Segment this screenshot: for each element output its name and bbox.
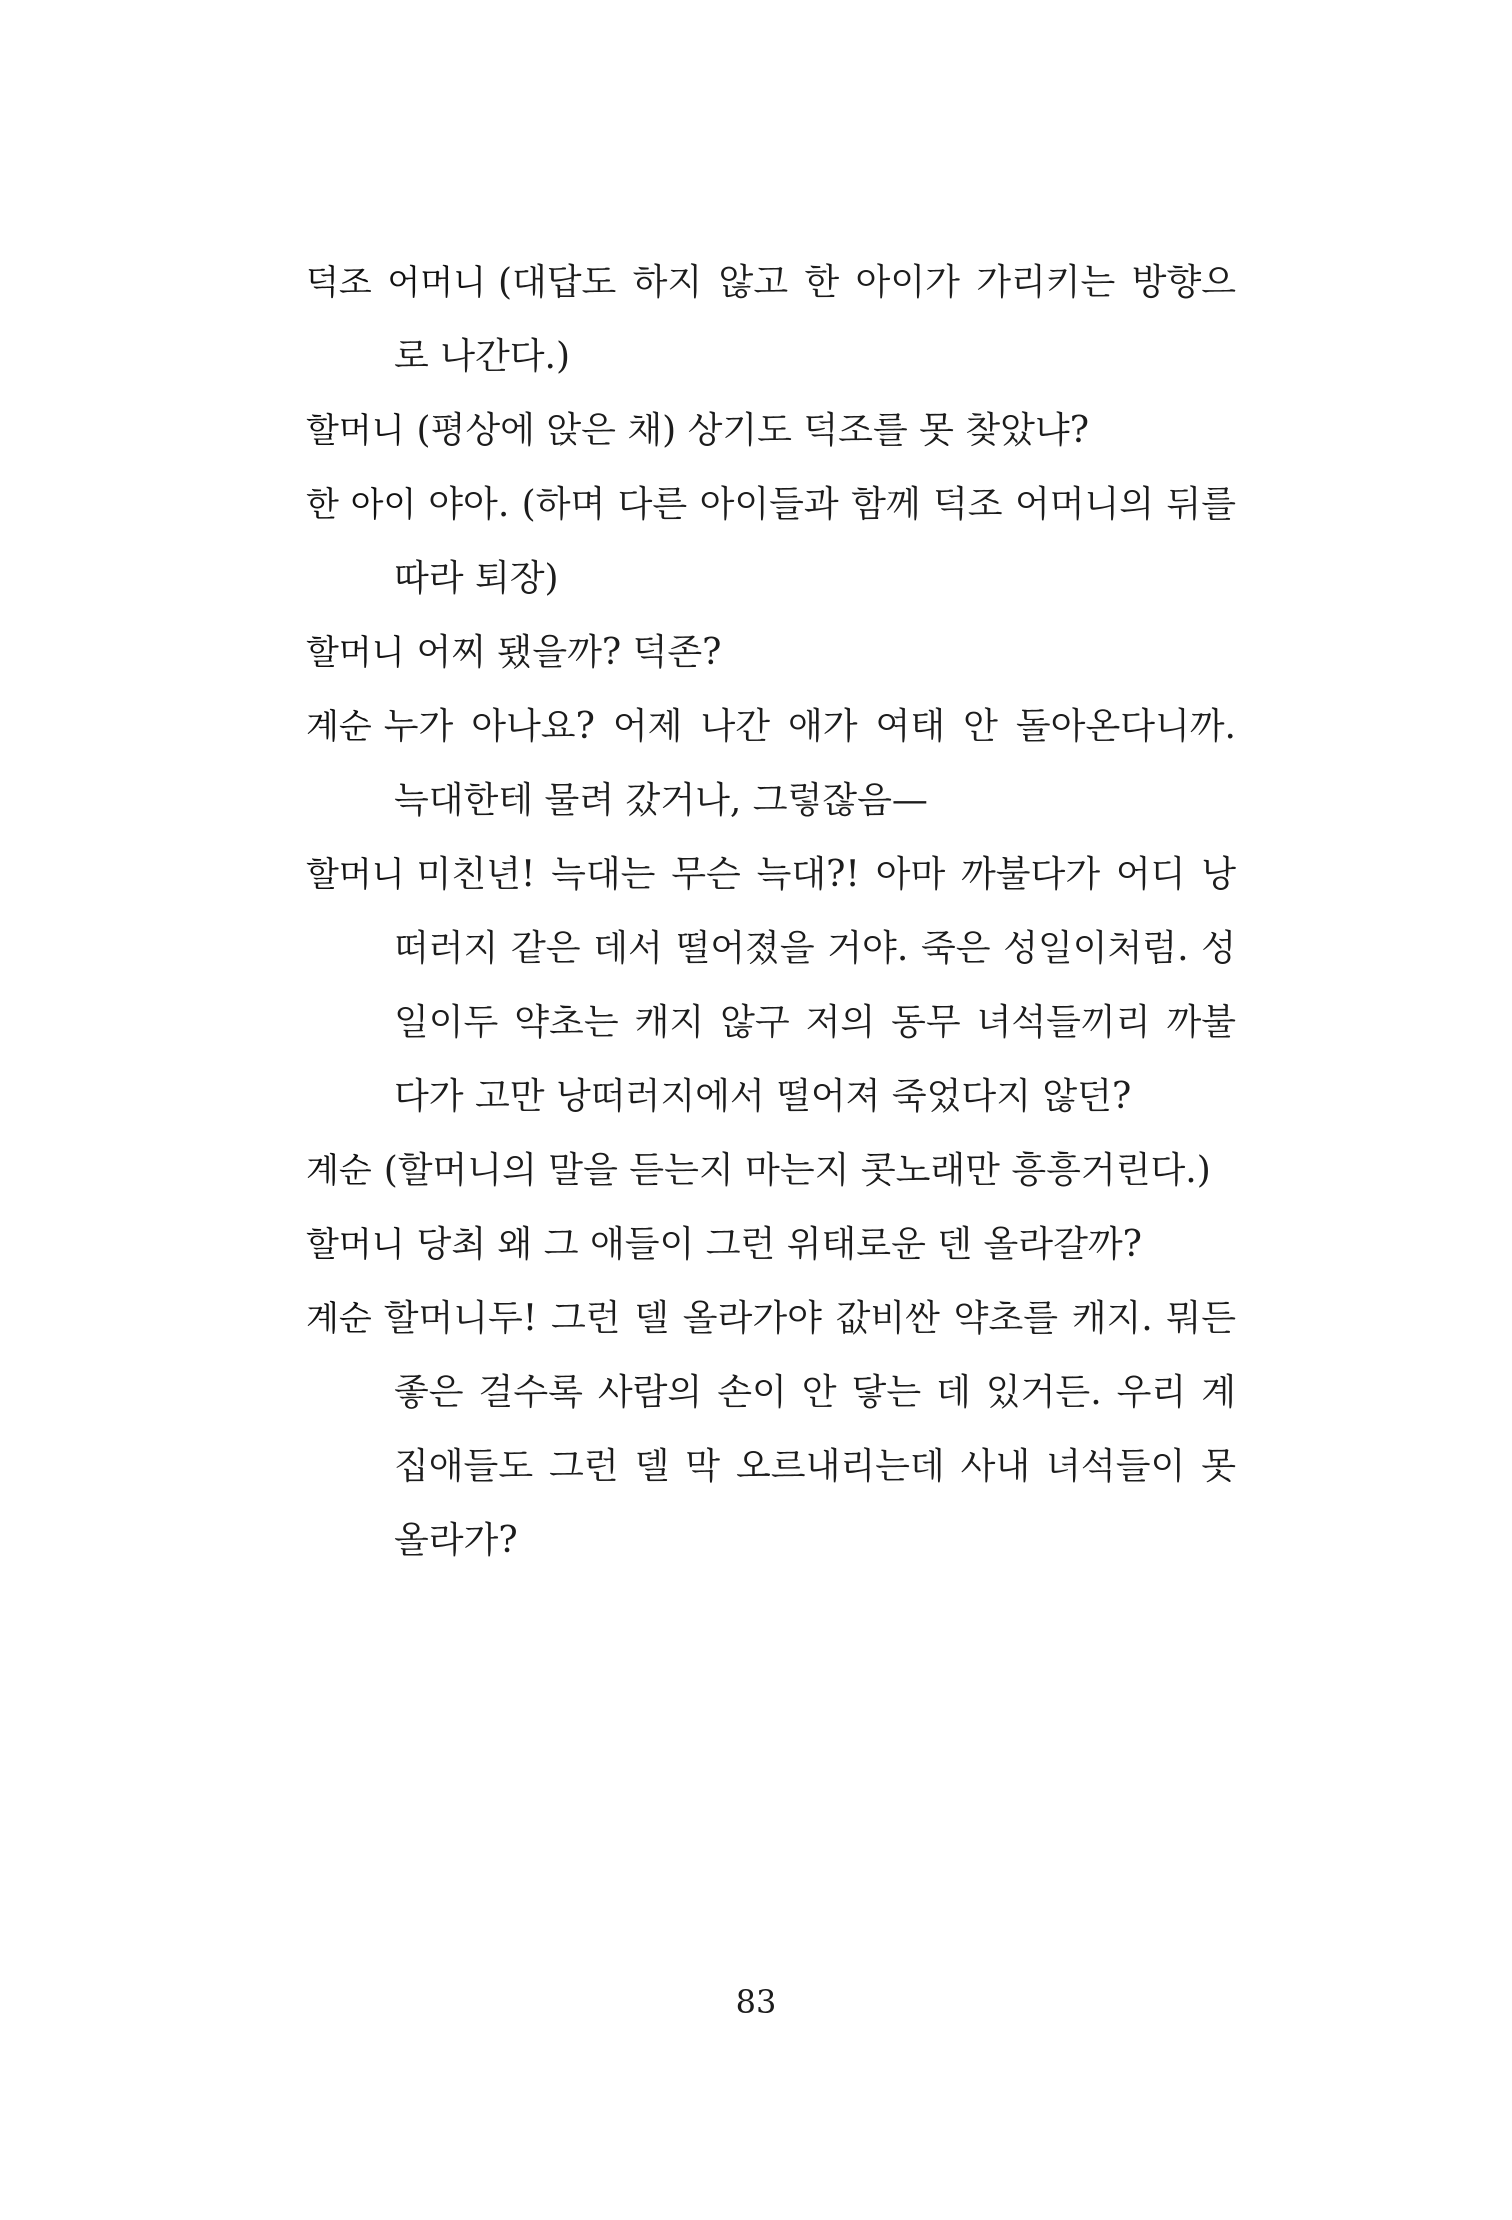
dialogue-line: (대답도 하지 않고 한 아이가 가리키는 방향으로 나간다.) — [394, 262, 1236, 377]
dialogue-entry — [306, 838, 1236, 1134]
speaker-name: 할머니 — [306, 1225, 405, 1265]
dialogue-entry — [306, 1282, 1236, 1578]
play-script — [306, 246, 1236, 1578]
speaker-name: 할머니 — [306, 855, 405, 895]
page-number: 83 — [735, 1983, 777, 2021]
dialogue-line: (할머니의 말을 듣는지 마는지 콧노래만 흥흥거린다.) — [383, 1150, 1211, 1191]
speaker-name: 할머니 — [306, 633, 405, 673]
dialogue-line: 어찌 됐을까? 덕존? — [416, 632, 722, 673]
dialogue-line: 당최 왜 그 애들이 그런 위태로운 덴 올라갈까? — [416, 1224, 1142, 1265]
dialogue-entry — [306, 1208, 1236, 1282]
dialogue-entry — [306, 394, 1236, 468]
speaker-name: 한 아이 — [306, 485, 417, 525]
dialogue-line: 할머니두! 그런 델 올라가야 값비싼 약초를 캐지. 뭐든 좋은 걸수록 사람의 손이 안 닿는 데 있거든. 우리 계집애들도 그런 델 막 오르내리는데 사내 녀석들이 못 올라가? — [383, 1298, 1236, 1561]
dialogue-entry — [306, 616, 1236, 690]
dialogue-line: 누가 아나요? 어제 나간 애가 여태 안 돌아온다니까. 늑대한테 물려 갔거나, 그렇잖음— — [383, 706, 1236, 821]
speaker-name: 덕조 어머니 — [306, 263, 486, 303]
dialogue-entry — [306, 468, 1236, 616]
speaker-name: 계순 — [306, 1151, 372, 1191]
dialogue-entry — [306, 246, 1236, 394]
speaker-name: 계순 — [306, 1299, 372, 1339]
speaker-name: 계순 — [306, 707, 372, 747]
dialogue-line: (평상에 앉은 채) 상기도 덕조를 못 찾았냐? — [416, 410, 1090, 451]
dialogue-entry — [306, 1134, 1236, 1208]
dialogue-line: 미친년! 늑대는 무슨 늑대?! 아마 까불다가 어디 낭떠러지 같은 데서 떨어졌을 거야. 죽은 성일이처럼. 성일이두 약초는 캐지 않구 저의 동무 녀석들끼리 까불다가 고만 낭떠러지에서 떨어져 죽었다지 않던? — [394, 854, 1236, 1117]
dialogue-line: 야아. (하며 다른 아이들과 함께 덕조 어머니의 뒤를 따라 퇴장) — [394, 484, 1236, 599]
speaker-name: 할머니 — [306, 411, 405, 451]
dialogue-entry — [306, 690, 1236, 838]
